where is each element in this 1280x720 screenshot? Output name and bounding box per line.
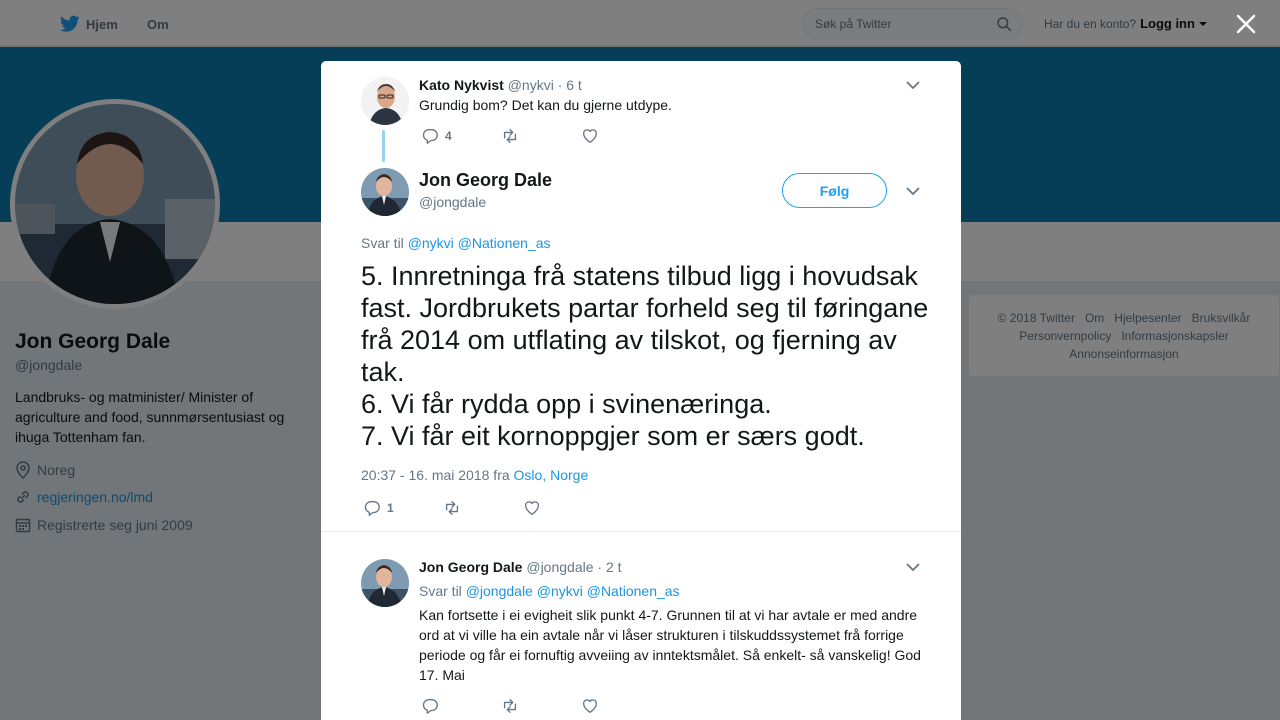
divider [321,531,961,532]
avatar[interactable] [361,77,409,125]
like-button[interactable] [581,697,599,715]
author-name[interactable]: Jon Georg Dale [419,170,553,190]
mention-link[interactable]: @jongdale [465,583,533,599]
avatar-photo [361,168,409,216]
heart-icon [523,499,541,517]
retweet-icon [501,697,519,715]
thread-connector [382,130,385,162]
reply-tweet-header [419,559,622,575]
author-name[interactable]: Jon Georg Dale [419,559,523,575]
like-button[interactable] [581,127,599,145]
retweet-button[interactable] [443,499,461,517]
avatar[interactable] [361,168,409,216]
reply-icon [421,127,439,145]
retweet-icon [501,127,519,145]
close-icon[interactable] [1234,12,1258,36]
tweet-time[interactable]: · 2 t [597,559,622,575]
mention-link[interactable]: @nykvi [407,235,454,251]
replying-prefix: Svar til [419,583,462,599]
tweet-location-link[interactable]: Oslo, Norge [513,467,589,483]
mention-link[interactable]: @Nationen_as [586,583,680,599]
author-name[interactable]: Kato Nykvist [419,77,504,93]
parent-tweet-header [419,77,582,93]
retweet-button[interactable] [501,697,519,715]
mention-link[interactable]: @nykvi [536,583,583,599]
parent-tweet-text: Grundig bom? Det kan du gjerne utdype. [419,97,672,113]
replying-prefix: Svar til [361,235,404,251]
reply-button[interactable] [421,697,439,715]
heart-icon [581,127,599,145]
tweet-time[interactable]: · 6 t [557,77,582,93]
like-button[interactable] [523,499,541,517]
chevron-down-icon[interactable] [906,186,920,196]
retweet-button[interactable] [501,127,519,145]
timestamp-text: 20:37 - 16. mai 2018 fra [361,467,510,483]
retweet-icon [443,499,461,517]
reply-button[interactable] [363,499,394,517]
chevron-down-icon[interactable] [906,80,920,90]
avatar[interactable] [361,559,409,607]
reply-icon [421,697,439,715]
follow-button[interactable]: Følg [782,173,887,208]
reply-button[interactable] [421,127,452,145]
main-tweet-text: 5. Innretninga frå statens tilbud ligg i hovudsak fast. Jordbrukets partar forheld seg til føringane frå 2014 om utflating av tilskot, og fjerning av tak. 6. Vi får rydda opp i svinenæringa. 7. Vi får eit kornoppgjer som er særs godt. [361,261,929,451]
replying-to [419,583,680,599]
tweet-modal [321,61,961,720]
chevron-down-icon[interactable] [906,562,920,572]
replying-to [361,235,551,251]
avatar-photo [361,77,409,125]
reply-tweet-text: Kan fortsette i ei evigheit slik punkt 4-7. Grunnen til at vi har avtale er med andre ord at vi ville ha ein avtale når vi låser strukturen i tilskuddssystemet frå forrige periode og får ei fornuftig avveiing av inntektsmålet. Så enkelt- så vanskelig! God 17. Mai [419,607,921,683]
heart-icon [581,697,599,715]
tweet-timestamp [361,467,588,483]
author-handle[interactable]: @jongdale [419,194,487,210]
mention-link[interactable]: @Nationen_as [457,235,551,251]
author-handle[interactable]: @jongdale [526,559,594,575]
avatar-photo [361,559,409,607]
reply-icon [363,499,381,517]
reply-count: 4 [445,129,452,143]
author-handle[interactable]: @nykvi [507,77,554,93]
reply-count: 1 [387,501,394,515]
